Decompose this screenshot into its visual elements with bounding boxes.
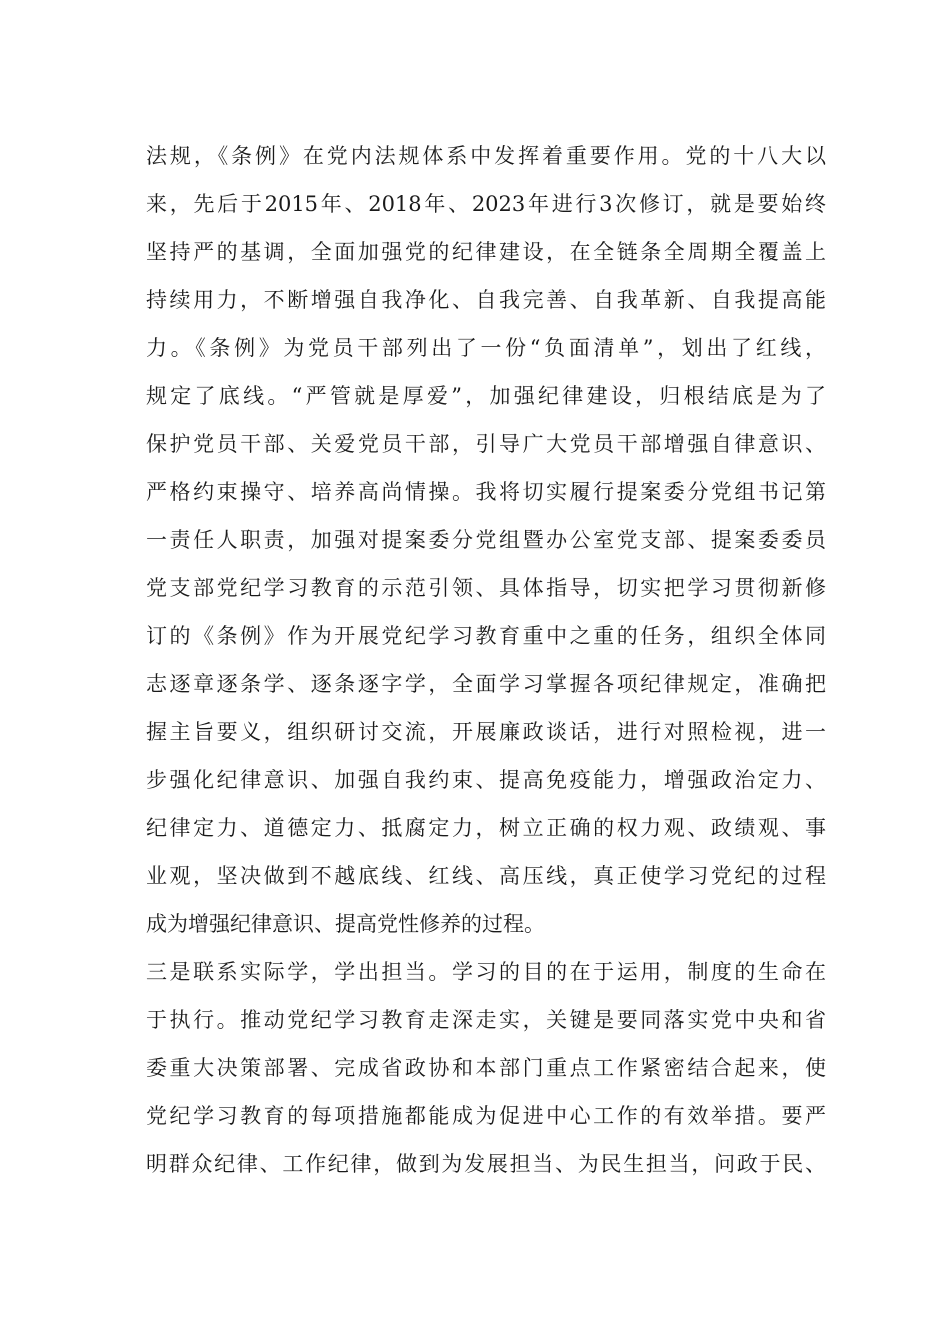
text-line: 保护党员干部、关爱党员干部，引导广大党员干部增强自律意识、 (146, 432, 826, 456)
body-text (146, 132, 826, 1188)
text-line: 于执行。推动党纪学习教育走深走实，关键是要同落实党中央和省 (146, 1008, 826, 1032)
text-line: 纪律定力、道德定力、抵腐定力，树立正确的权力观、政绩观、事 (146, 816, 826, 840)
text-line: 党支部党纪学习教育的示范引领、具体指导，切实把学习贯彻新修 (146, 576, 826, 600)
text-line: 业观，坚决做到不越底线、红线、高压线，真正使学习党纪的过程 (146, 864, 826, 888)
text-line: 坚持严的基调，全面加强党的纪律建设，在全链条全周期全覆盖上 (146, 240, 826, 264)
text-line: 订的《条例》作为开展党纪学习教育重中之重的任务，组织全体同 (146, 624, 826, 648)
text-line: 一责任人职责，加强对提案委分党组暨办公室党支部、提案委委员 (146, 528, 826, 552)
paragraph-discipline-regulations (146, 132, 826, 948)
text-line: 党纪学习教育的每项措施都能成为促进中心工作的有效举措。要严 (146, 1104, 826, 1128)
text-line: 委重大决策部署、完成省政协和本部门重点工作紧密结合起来，使 (146, 1056, 826, 1080)
text-line: 力。《条例》为党员干部列出了一份“负面清单”，划出了红线， (146, 336, 826, 360)
text-line: 严格约束操守、培养高尚情操。我将切实履行提案委分党组书记第 (146, 480, 826, 504)
text-line: 持续用力，不断增强自我净化、自我完善、自我革新、自我提高能 (146, 288, 826, 312)
text-line: 法规，《条例》在党内法规体系中发挥着重要作用。党的十八大以 (146, 144, 826, 168)
text-line: 来，先后于2015年、2018年、2023年进行3次修订，就是要始终 (146, 192, 826, 216)
text-line: 成为增强纪律意识、提高党性修养的过程。 (146, 912, 545, 936)
paragraph-practical-study (146, 948, 826, 1188)
text-line: 三是联系实际学，学出担当。学习的目的在于运用，制度的生命在 (146, 960, 826, 984)
text-line: 规定了底线。“严管就是厚爱”，加强纪律建设，归根结底是为了 (146, 384, 826, 408)
text-line: 明群众纪律、工作纪律，做到为发展担当、为民生担当，问政于民、 (146, 1152, 826, 1176)
text-line: 握主旨要义，组织研讨交流，开展廉政谈话，进行对照检视，进一 (146, 720, 826, 744)
text-line: 志逐章逐条学、逐条逐字学，全面学习掌握各项纪律规定，准确把 (146, 672, 826, 696)
text-line: 步强化纪律意识、加强自我约束、提高免疫能力，增强政治定力、 (146, 768, 826, 792)
